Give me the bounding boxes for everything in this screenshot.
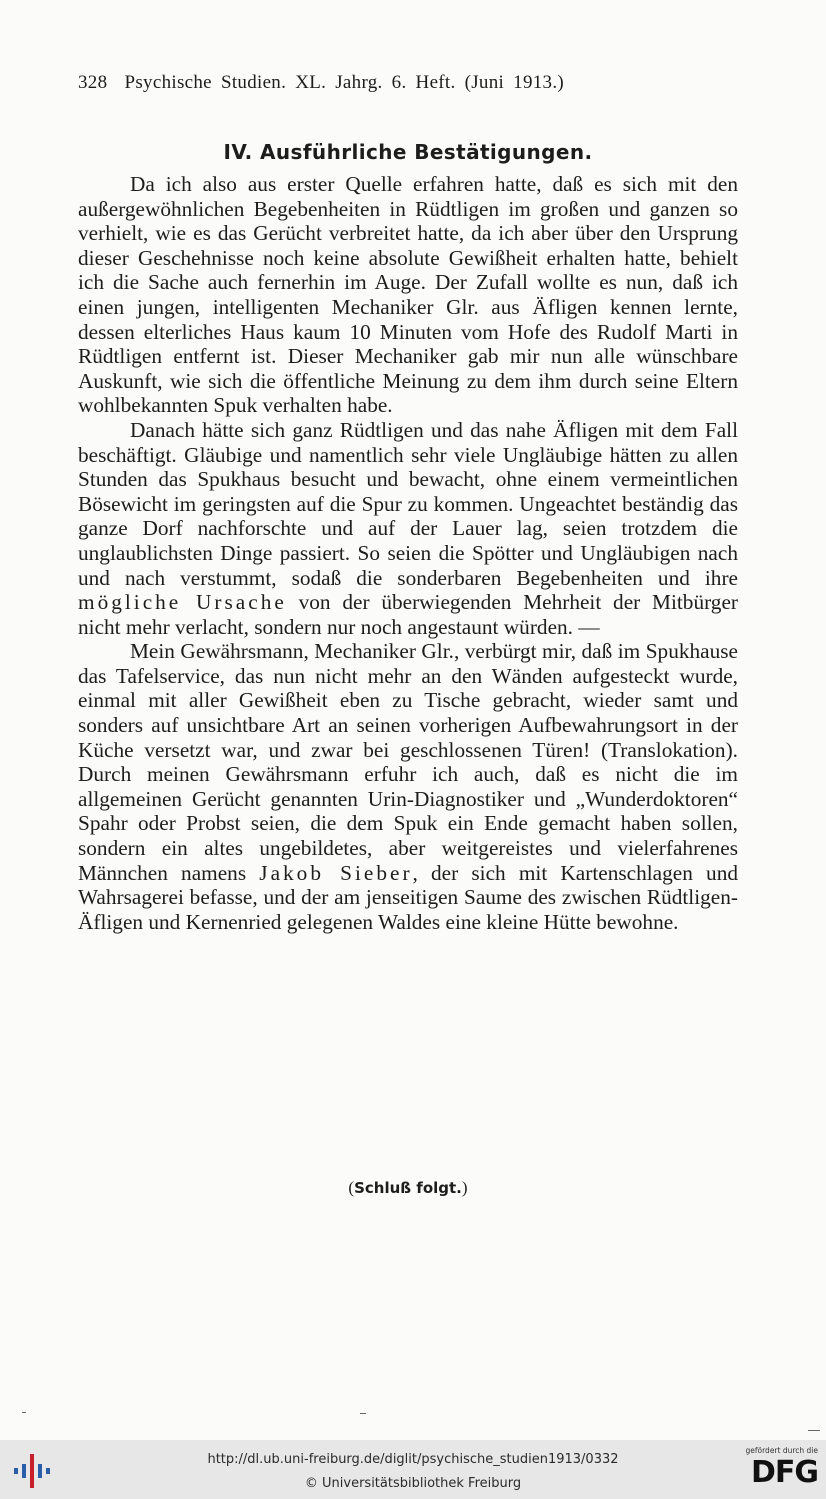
viewer-footer-bar bbox=[0, 1440, 826, 1499]
scan-speck bbox=[22, 1412, 26, 1413]
paragraph-3-part-b: , der sich mit Kartenschlagen und Wahrsagerei befasse, und der am jenseitigen Saume des zwischen Rüdtligen-Äfligen und Kernenried gelegenen Waldes eine kleine Hütte bewohne. bbox=[78, 860, 738, 934]
paragraph-1: Da ich also aus erster Quelle erfahren hatte, daß es sich mit den außergewöhnlichen Begebenheiten in Rüdtligen im großen und ganzen so verhielt, wie es das Gerücht verbreitet hatte, da ich aber über den Ursprung dieser Geschehnisse noch keine absolute Gewißheit erhalten hatte, behielt ich die Sache auch fernerhin im Auge. Der Zufall wollte es nun, daß ich einen jungen, intelligenten Mechaniker Glr. aus Äfligen kennen lernte, dessen elterliches Haus kaum 10 Minuten vom Hofe des Rudolf Marti in Rüdtligen entfernt ist. Dieser Mechaniker gab mir nun alle wünschbare Auskunft, wie sich die öffentliche Meinung zu dem ihm durch seine Eltern wohlbekannten Spuk verhalten habe. bbox=[78, 172, 738, 418]
paragraph-3 bbox=[78, 639, 738, 934]
continuation-open: ( bbox=[348, 1178, 355, 1197]
running-title: Psychische Studien. XL. Jahrg. 6. Heft. (Juni 1913.) bbox=[124, 72, 565, 93]
continuation-label: Schluß folgt. bbox=[354, 1179, 462, 1197]
copyright-notice: © Universitätsbibliothek Freiburg bbox=[304, 1476, 522, 1491]
paragraph-2-part-b: von der überwiegenden Mehrheit der Mitbürger nicht mehr verlacht, sondern nur noch angestaunt würden. — bbox=[78, 590, 739, 639]
funding-note: gefördert durch die bbox=[745, 1446, 818, 1455]
spaced-emphasis-ursache: mögliche Ursache bbox=[78, 590, 287, 615]
paragraph-2-part-a: Danach hätte sich ganz Rüdtligen und das nahe Äfligen mit dem Fall beschäftigt. Gläubige und namentlich sehr viele Ungläubige hätten zu allen Stunden das Spukhaus besucht und bewacht, ohne einem vermeintlichen Bösewicht im geringsten auf die Spur zu kommen. Ungeachtet beständig das ganze Dorf nachforschte und auf der Lauer lag, seien trotzdem die unglaublichsten Dinge passiert. So seien die Spötter und Ungläubigen nach und nach verstummt, sodaß die sonderbaren Begebenheiten und ihre bbox=[78, 417, 738, 590]
dfg-logo[interactable]: DFG bbox=[750, 1455, 818, 1490]
page-number: 328 bbox=[78, 72, 108, 93]
permalink-url[interactable]: http://dl.ub.uni-freiburg.de/diglit/psychische_studien1913/0332 bbox=[207, 1452, 619, 1467]
section-title: IV. Ausführliche Bestätigungen. bbox=[223, 140, 593, 164]
continuation-note bbox=[78, 1178, 738, 1198]
paragraph-2 bbox=[78, 418, 738, 639]
scan-speck bbox=[360, 1413, 366, 1414]
continuation-close: ) bbox=[461, 1178, 468, 1197]
spaced-emphasis-name: Jakob Sieber bbox=[259, 860, 413, 885]
scan-speck bbox=[808, 1430, 820, 1431]
running-head bbox=[78, 72, 738, 94]
body-text bbox=[78, 172, 738, 934]
paragraph-3-part-a: Mein Gewährsmann, Mechaniker Glr., verbürgt mir, daß im Spukhause das Tafelservice, das nun nicht mehr an den Wänden aufgesteckt wurde, einmal mit aller Gewißheit eben zu Tische gebracht, wieder samt und sonders auf unsichtbare Art an seinen vorherigen Aufbewahrungsort in der Küche versetzt war, und zwar bei geschlossenen Türen! (Translokation). Durch meinen Gewährsmann erfuhr ich auch, daß es nicht die im allgemeinen Gerücht genannten Urin-Diagnostiker und „Wunderdoktoren“ Spahr oder Probst seien, die dem Spuk ein Ende gemacht haben sollen, sondern ein altes ungebildetes, aber weitgereistes und vielerfahrenes Männchen namens bbox=[78, 639, 738, 885]
